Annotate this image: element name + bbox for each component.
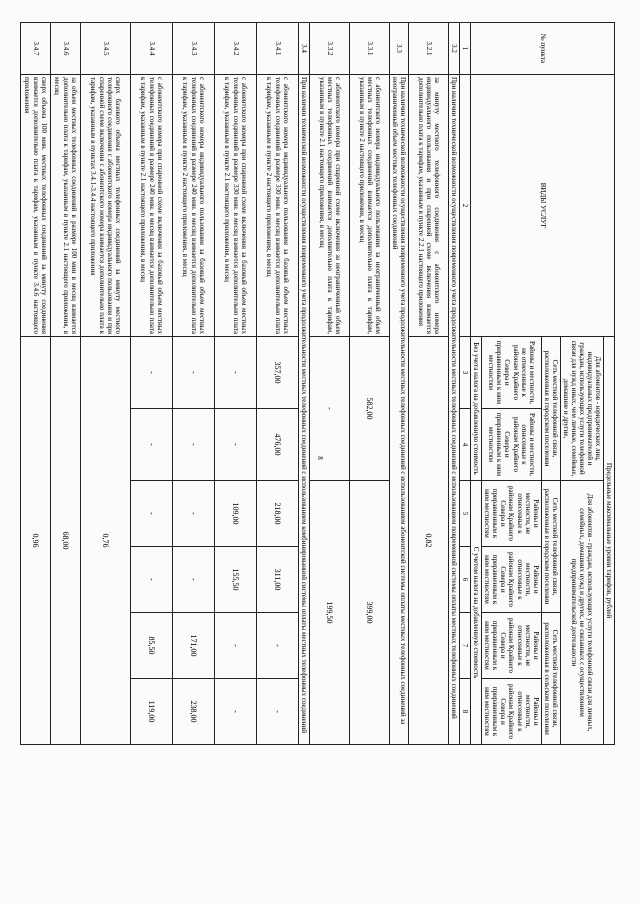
header-service: ВИДЫ УСЛУГ <box>471 75 615 337</box>
row-value: 238,00 <box>173 679 215 745</box>
row-value: 399,00 <box>350 481 390 745</box>
row-num: 3.2.1 <box>409 23 449 75</box>
header-no-vat: Без учета налога на добавленную стоимость <box>471 337 482 481</box>
row-value: 0,96 <box>21 337 51 745</box>
row-value: 171,00 <box>173 613 215 679</box>
row-text: за минуту местного телефонного соединения с абонентского номера индивидуального пользования и при спаренной схеме включения взимается дополнительно плата к тарифам, указанным в пункте 2.2.1 настоящего приложения <box>409 75 449 337</box>
row-value: 311,00 <box>257 547 299 613</box>
header-with-vat: С учетом налога на добавленную стоимость <box>471 481 482 745</box>
table-row <box>51 23 81 881</box>
table-row <box>215 23 257 881</box>
header-region: Районы и местности, отнесенные к районам Крайнего Севера и приравненным к ним местностям <box>482 679 541 745</box>
row-text: сверх объема 100 мин. местных телефонных соединений за минуту соединения взимается дополнительно плата к тарифам, указанным в пункте 3.4.6 настоящего приложения <box>21 75 51 337</box>
row-num: 3.4.1 <box>257 23 299 75</box>
row-value: 218,00 <box>257 481 299 547</box>
row-num: 3.4.3 <box>173 23 215 75</box>
row-value: 0,82 <box>409 337 449 745</box>
table-row <box>81 23 131 881</box>
header-num: № пункта <box>471 23 615 75</box>
row-value: - <box>173 481 215 547</box>
table-row <box>449 23 460 881</box>
row-value: 85,50 <box>131 613 173 679</box>
row-num: 3.4 <box>299 23 310 75</box>
row-text: с абонентского номера при спаренной схеме включения за неограниченный объем местных телефонных соединений взимается дополнительно плата к тарифам, указанным в пункте 2.1 настоящего приложения, в месяц <box>310 75 350 337</box>
row-text: сверх базового объема местных телефонных соединений за минуту местного телефонного соединения с абонентского номера индивидуального пользования и при спаренной схеме включения с абонентского номера взимается дополнительно плата к тарифам, указанным в пунктах 3.4.1-3.4.4 настоящего приложения <box>81 75 131 337</box>
table-row <box>131 23 173 881</box>
row-value: 109,00 <box>215 481 257 547</box>
index-row <box>460 23 471 881</box>
index-cell: 2 <box>460 75 471 337</box>
table-row <box>299 23 310 881</box>
index-cell: 4 <box>460 409 471 481</box>
header-row-1 <box>603 23 614 881</box>
header-net-rural-b: Сеть местной телефонной связи, расположенная в сельском поселении <box>541 613 560 745</box>
row-value: 476,00 <box>257 409 299 481</box>
row-value: 68,00 <box>51 337 81 745</box>
row-value: 119,00 <box>131 679 173 745</box>
row-text: с абонентского номера при спаренной схеме включения за базовый объем местных телефонных соединений в размере 240 мин. в месяц взимается дополнительно плата к тарифам, указанным в пункте 2.1 настоящего приложения, в месяц <box>131 75 173 337</box>
row-value: - <box>257 613 299 679</box>
section-text: При наличии технической возможности осуществления повременного учета продолжительности местных телефонных соединений с использованием повременной системы оплаты местных телефонных соединений <box>449 75 460 745</box>
row-num: 3.3 <box>390 23 409 75</box>
header-region: Районы и местности, отнесенные к районам Крайнего Севера и приравненным к ним местностям <box>482 547 541 613</box>
index-cell: 1 <box>460 23 471 75</box>
table-row <box>409 23 449 881</box>
row-num: 3.4.4 <box>131 23 173 75</box>
row-value: 0,76 <box>81 337 131 745</box>
row-value: - <box>173 337 215 409</box>
table-row <box>390 23 409 881</box>
header-net-urban-b: Сеть местной телефонной связи, расположенная в городском поселении <box>541 481 560 613</box>
row-num: 3.3.1 <box>350 23 390 75</box>
header-net-urban-a: Сеть местной телефонной связи, расположенная в городском поселении <box>541 337 560 481</box>
row-value: 199,50 <box>310 481 350 745</box>
table-row <box>350 23 390 881</box>
rotated-table-wrapper <box>25 22 615 880</box>
header-region: Районы и местности, не отнесенные к районам Крайнего Севера и приравненным к ним местностям <box>482 481 541 547</box>
row-value: - <box>215 613 257 679</box>
index-cell: 7 <box>460 613 471 679</box>
row-num: 3.4.6 <box>51 23 81 75</box>
row-value: 357,00 <box>257 337 299 409</box>
row-num: 3.4.2 <box>215 23 257 75</box>
row-value: 155,50 <box>215 547 257 613</box>
table-row <box>173 23 215 881</box>
row-value: - <box>131 547 173 613</box>
header-region: Районы и местности, не отнесенные к районам Крайнего Севера и приравненным к ним местностям <box>482 337 541 409</box>
index-cell: 6 <box>460 547 471 613</box>
row-value: - <box>131 337 173 409</box>
table-row <box>310 23 350 881</box>
row-text: с абонентского номера индивидуального пользования за неограниченный объем местных телефонных соединений взимается дополнительно плата к тарифам, указанным в пункте 2 настоящего приложения, в месяц <box>350 75 390 337</box>
row-value: - <box>310 337 350 481</box>
row-num: 3.3.2 <box>310 23 350 75</box>
header-group-a: Для абонентов - юридических лиц, индивидуальных предпринимателей и граждан, использующих услуги телефонной связи для нужд иных, чем личные, семейные, домашние и другие, <box>560 337 603 481</box>
row-value: - <box>215 679 257 745</box>
row-value: - <box>173 409 215 481</box>
index-cell: 5 <box>460 481 471 547</box>
section-text: При наличии технической возможности осуществления повременного учета продолжительности местных телефонных соединений с использованием абонентской системы оплаты местных телефонных соединений за неограниченный объем местных телефонных соединений <box>390 75 409 745</box>
row-value: - <box>215 409 257 481</box>
tariff-table <box>20 22 615 881</box>
row-num: 3.2 <box>449 23 460 75</box>
row-text: за объем местных телефонных соединений в размере 100 мин в месяц взимается дополнительно плата к тарифам, указанным в пункте 2.1 настоящего приложения, в месяц <box>51 75 81 337</box>
row-value: - <box>257 679 299 745</box>
table-row <box>21 23 51 881</box>
row-text: с абонентского номера индивидуального пользования за базовый объем местных телефонных соединений в размере 330 мин. в месяц взимается дополнительно плата к тарифам, указанным в пункте 2 настоящего приложения, в месяц <box>257 75 299 337</box>
row-value: - <box>131 481 173 547</box>
table-row <box>257 23 299 881</box>
row-num: 3.4.5 <box>81 23 131 75</box>
row-value: - <box>215 337 257 409</box>
header-region: Районы и местности, отнесенные к районам Крайнего Севера и приравненным к ним местностям <box>482 409 541 481</box>
row-num: 3.4.7 <box>21 23 51 75</box>
row-value: - <box>131 409 173 481</box>
index-cell: 8 <box>460 679 471 745</box>
header-region: Районы и местности, не отнесенные к районам Крайнего Севера и приравненным к ним местностям <box>482 613 541 679</box>
row-value: 582,00 <box>350 337 390 481</box>
page-number: 8 <box>315 456 324 460</box>
section-text: При наличии технической возможности осуществления повременного учета продолжительности местных телефонных соединений с использованием комбинированной системы оплаты местных телефонных соединений <box>299 75 310 745</box>
row-text: с абонентского номера при спаренной схеме включения за базовый объем местных телефонных соединений в размере 330 мин. в месяц взимается дополнительно плата к тарифам, указанным в пункте 2.1 настоящего приложения, в месяц <box>215 75 257 337</box>
index-cell: 3 <box>460 337 471 409</box>
row-value: - <box>173 547 215 613</box>
header-group-b: Для абонентов - граждан, использующих услуги телефонной связи для личных, семейных, домашних нужд и других, не связанных с осуществлением предпринимательской деятельности <box>560 481 603 745</box>
header-tariffs: Предельные максимальные уровни тарифов, рублей <box>603 337 614 745</box>
row-text: с абонентского номера индивидуального пользования за базовый объем местных телефонных соединений в размере 240 мин. в месяц взимается дополнительно плата к тарифам, указанным в пункте 2 настоящего приложения, в месяц <box>173 75 215 337</box>
